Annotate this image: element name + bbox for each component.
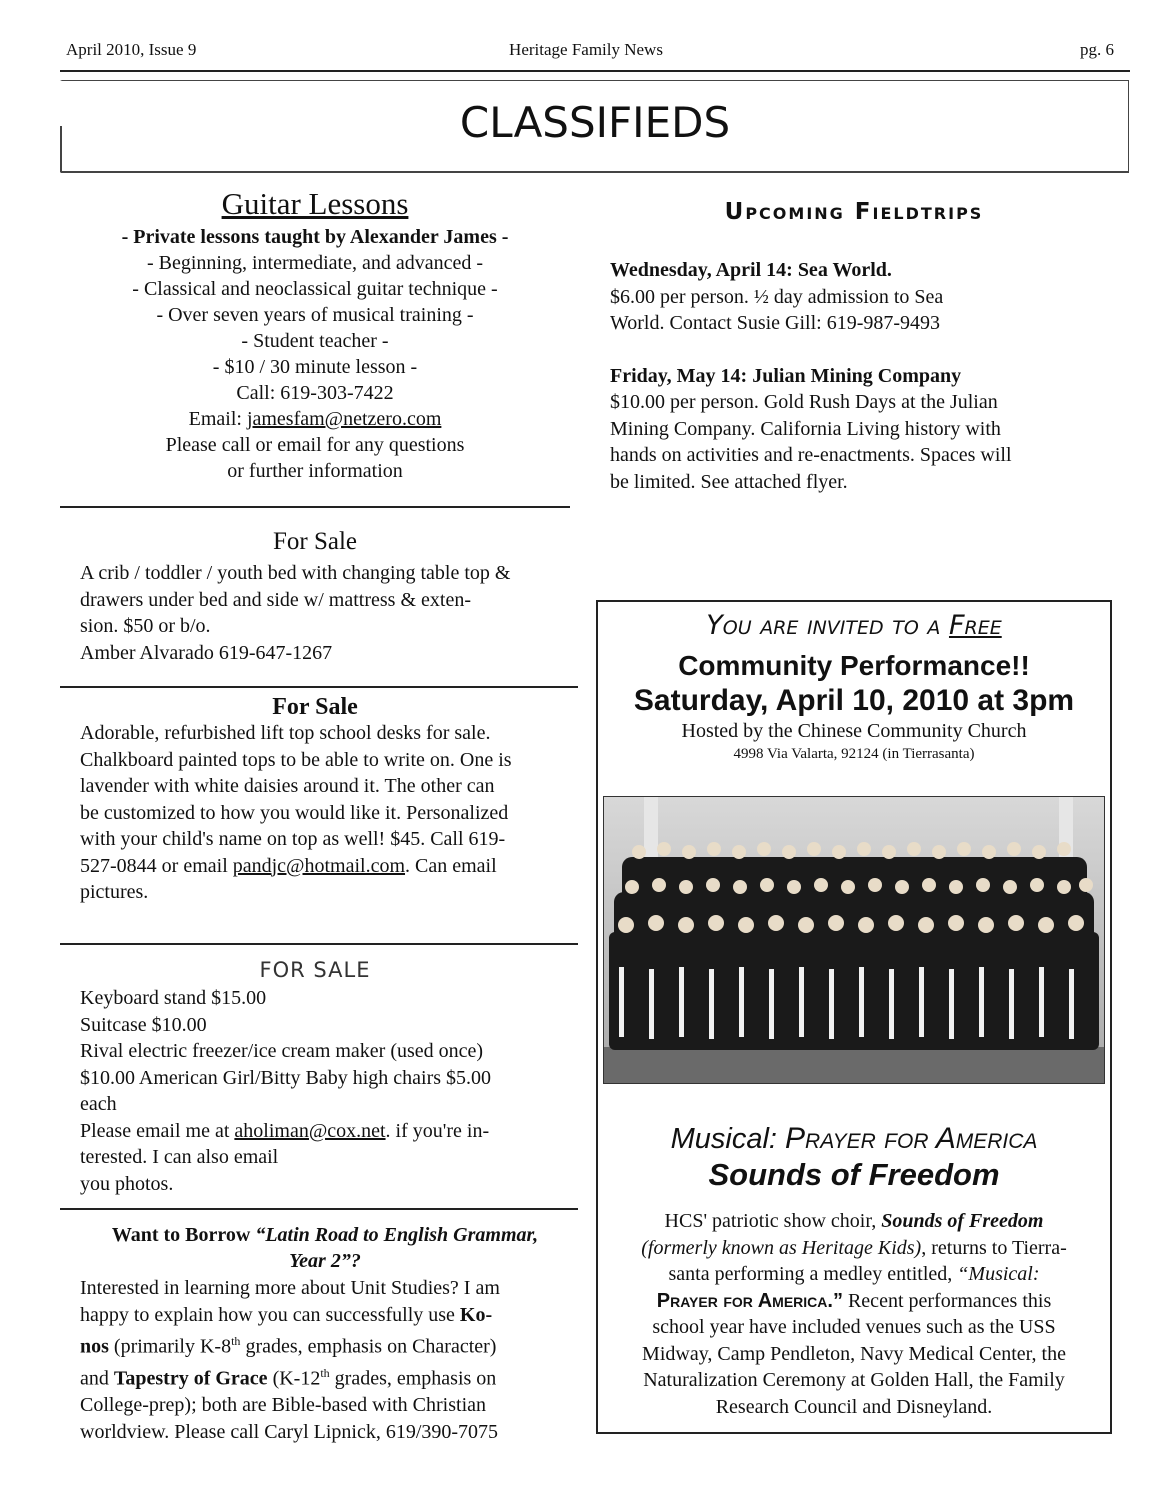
hcs-line — [604, 1235, 1104, 1262]
musical-title — [596, 1122, 1112, 1156]
guitar-subtitle: - Private lessons taught by Alexander James - — [121, 226, 509, 248]
trip1-line: World. Contact Susie Gill: 619-987-9493 — [610, 312, 941, 334]
borrow-text: and — [80, 1367, 114, 1390]
musical-name: Prayer for America — [785, 1122, 1038, 1155]
invite-heading-text: You are invited to a — [706, 610, 949, 641]
sale2-body — [80, 720, 572, 906]
trip2-title: Friday, May 14: Julian Mining Company — [610, 364, 962, 387]
sale2-line: pictures. — [80, 881, 149, 903]
sale2-text: . Can email — [405, 854, 497, 877]
fieldtrips-title: Upcoming Fieldtrips — [724, 199, 984, 225]
sounds-of-freedom-title: Sounds of Freedom — [708, 1157, 1000, 1192]
sale2-email-link[interactable]: pandjc@hotmail.com — [232, 854, 406, 877]
sale3-email-line — [80, 1118, 572, 1145]
hcs-medley-title: Prayer for America.” — [656, 1289, 843, 1312]
invite-community-performance: Community Performance!! — [678, 650, 1030, 681]
guitar-line: - Classical and neoclassical guitar technique - — [132, 278, 498, 300]
borrow-text: grades, emphasis on — [329, 1367, 497, 1390]
hcs-text: HCS' patriotic show choir, — [664, 1210, 882, 1232]
guitar-email-link[interactable]: jamesfam@netzero.com — [246, 408, 442, 430]
invite-date: Saturday, April 10, 2010 at 3pm — [633, 684, 1075, 717]
trip2-line: be limited. See attached flyer. — [610, 470, 848, 493]
trip2-line: $10.00 per person. Gold Rush Days at the Julian — [610, 391, 998, 413]
sale2-line: with your child's name on top as well! $45. Call 619- — [80, 828, 506, 850]
guitar-email-line — [60, 406, 570, 432]
invite-address: 4998 Via Valarta, 92124 (in Tierrasanta) — [733, 746, 975, 762]
sale3-line: terested. I can also email — [80, 1146, 279, 1168]
sale1-line: sion. $50 or b/o. — [80, 615, 211, 637]
sale1-body — [80, 560, 572, 666]
hcs-text: Recent performances this — [842, 1289, 1052, 1312]
choir-photo — [603, 796, 1105, 1084]
trip2-line: hands on activities and re-enactments. Spaces will — [610, 444, 1012, 466]
fieldtrips-body — [610, 257, 1090, 495]
guitar-phone: Call: 619-303-7422 — [236, 382, 394, 404]
sale1-title: For Sale — [272, 528, 358, 555]
sale1-line: A crib / toddler / youth bed with changing table top & — [80, 562, 511, 584]
guitar-closing: or further information — [227, 460, 403, 482]
guitar-line: - Student teacher - — [241, 330, 389, 352]
invite-hosted: Hosted by the Chinese Community Church — [681, 720, 1027, 742]
issue-label: April 2010, Issue 9 — [66, 40, 197, 59]
guitar-line: - Over seven years of musical training - — [156, 304, 474, 326]
sale3-line: each — [80, 1093, 117, 1115]
borrow-book-title: “Latin Road to English Grammar, — [255, 1224, 539, 1246]
borrow-text: (K-12 — [267, 1367, 321, 1390]
borrow-line: worldview. Please call Caryl Lipnick, 619/390-7075 — [80, 1420, 499, 1443]
musical-prefix: Musical: — [670, 1123, 786, 1155]
borrow-line — [80, 1302, 580, 1329]
invite-heading — [596, 610, 1112, 641]
borrow-line — [80, 1360, 580, 1392]
tapestry-text: Tapestry of Grace — [113, 1367, 268, 1390]
hcs-line — [604, 1261, 1104, 1288]
sale1-line: Amber Alvarado 619-647-1267 — [80, 641, 333, 664]
hcs-paragraph — [604, 1208, 1104, 1420]
divider — [60, 506, 570, 508]
choir-photo-illustration — [604, 797, 1104, 1083]
borrow-title-text: Want to Borrow — [111, 1224, 256, 1246]
trip1-line: $6.00 per person. ½ day admission to Sea — [610, 285, 944, 308]
sale3-email-link[interactable]: aholiman@cox.net — [234, 1119, 386, 1142]
hcs-choir-name: Sounds of Freedom — [881, 1210, 1044, 1232]
trip1-title: Wednesday, April 14: Sea World. — [610, 259, 892, 281]
hcs-text: , returns to Tierra- — [921, 1236, 1067, 1259]
header-rule — [60, 70, 1130, 72]
guitar-line: - $10 / 30 minute lesson - — [212, 356, 418, 378]
guitar-lessons-body — [60, 224, 570, 484]
sale3-title: FOR SALE — [259, 958, 371, 982]
sale2-line: be customized to how you would like it. Personalized — [80, 801, 509, 824]
borrow-book-title-line2: Year 2”? — [289, 1250, 361, 1272]
sale3-line: Keyboard stand $15.00 — [80, 987, 267, 1009]
sale2-line: Adorable, refurbished lift top school desks for sale. — [80, 722, 491, 744]
sale2-email-line — [80, 853, 572, 880]
konos-text: Ko- — [459, 1303, 493, 1326]
invite-free-text: Free — [948, 610, 1002, 641]
email-label: Email: — [188, 408, 247, 430]
borrow-body — [80, 1275, 580, 1445]
hcs-line: Midway, Camp Pendleton, Navy Medical Center, the — [642, 1342, 1066, 1365]
borrow-line: Interested in learning more about Unit Studies? I am — [80, 1277, 500, 1299]
konos-text: nos — [80, 1335, 109, 1358]
sale3-line: $10.00 American Girl/Bitty Baby high chairs $5.00 — [80, 1066, 492, 1089]
superscript: th — [320, 1366, 330, 1381]
hcs-line: Research Council and Disneyland. — [715, 1395, 993, 1418]
borrow-line — [80, 1328, 580, 1360]
page-title: CLASSIFIEDS — [459, 98, 731, 147]
sale3-line: Rival electric freezer/ice cream maker (used once) — [80, 1040, 484, 1062]
hcs-text: santa performing a medley entitled, — [668, 1263, 958, 1285]
hcs-line: school year have included venues such as the USS — [652, 1316, 1056, 1338]
borrow-text: (primarily K-8 — [108, 1335, 232, 1358]
trip2-line: Mining Company. California Living history with — [610, 417, 1001, 440]
hcs-line: Naturalization Ceremony at Golden Hall, the Family — [643, 1369, 1065, 1391]
borrow-text: happy to explain how you can successfully use — [80, 1303, 460, 1326]
sale3-line: you photos. — [80, 1172, 174, 1195]
superscript: th — [231, 1334, 241, 1348]
sale2-title: For Sale — [272, 694, 358, 720]
borrow-title — [60, 1222, 590, 1274]
guitar-line: - Beginning, intermediate, and advanced - — [147, 252, 483, 274]
hcs-medley-title: “Musical: — [957, 1263, 1040, 1285]
sale3-text: Please email me at — [80, 1119, 235, 1142]
sale3-body — [80, 985, 572, 1197]
sale1-line: drawers under bed and side w/ mattress & exten- — [80, 588, 471, 611]
newsletter-name: Heritage Family News — [509, 40, 663, 59]
sale3-line: Suitcase $10.00 — [80, 1013, 207, 1036]
page-number: pg. 6 — [1080, 40, 1114, 59]
divider — [60, 943, 578, 945]
divider — [60, 1208, 578, 1210]
hcs-former-name: (formerly known as Heritage Kids) — [641, 1236, 922, 1259]
hcs-line — [604, 1288, 1104, 1315]
borrow-line: College-prep); both are Bible-based with Christian — [80, 1394, 487, 1417]
divider — [60, 686, 578, 688]
sale2-text: 527-0844 or email — [80, 854, 233, 877]
sale2-line: lavender with white daisies around it. The other can — [80, 775, 495, 797]
sale3-text: . if you're in- — [385, 1119, 490, 1142]
sale2-line: Chalkboard painted tops to be able to write on. One is — [80, 748, 512, 771]
guitar-lessons-title: Guitar Lessons — [221, 186, 409, 221]
borrow-text: grades, emphasis on Character) — [240, 1335, 497, 1358]
guitar-closing: Please call or email for any questions — [165, 434, 465, 456]
hcs-line — [604, 1208, 1104, 1235]
